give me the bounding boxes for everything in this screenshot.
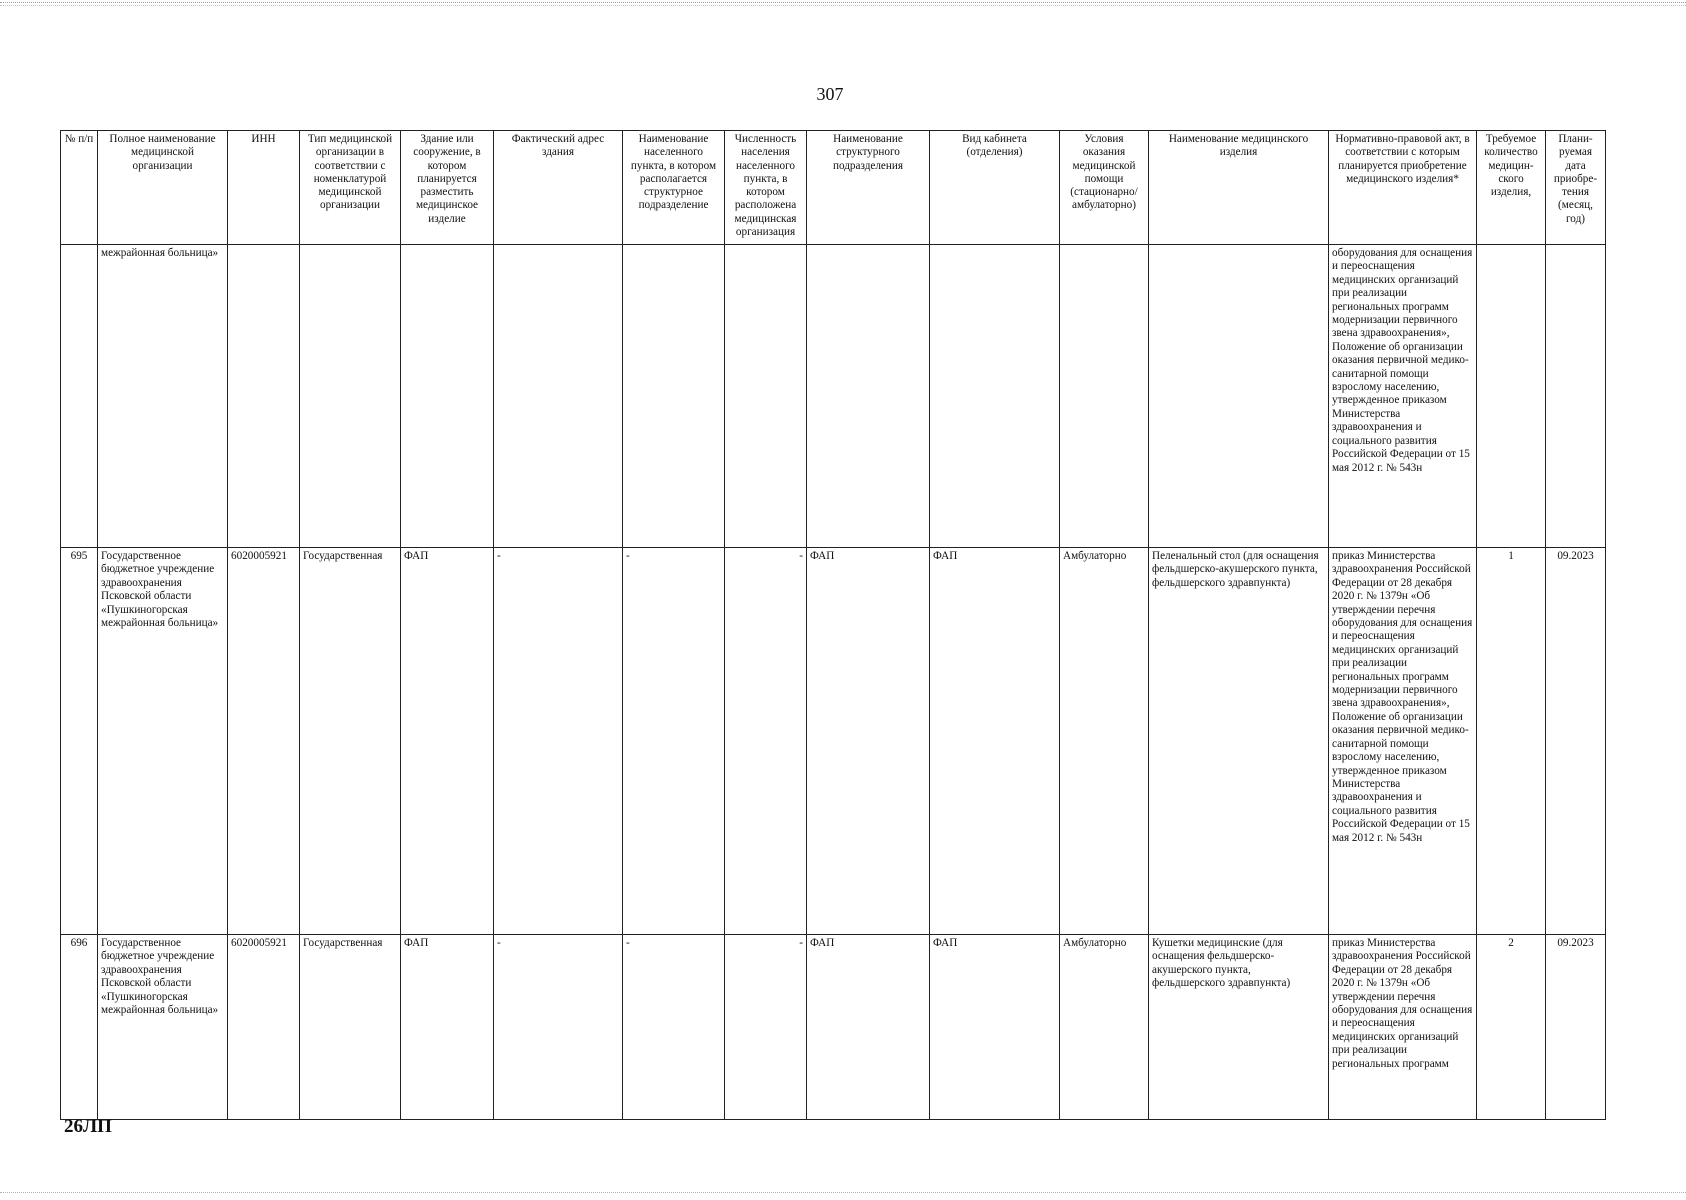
header-organization: Полное наименование медицинской организации: [98, 131, 228, 245]
cell-type: Государственная: [300, 548, 401, 935]
cell-num: 696: [61, 935, 98, 1120]
cell-quantity: 1: [1477, 548, 1546, 935]
cell-cabinet: ФАП: [930, 935, 1060, 1120]
cell-subdivision: ФАП: [807, 935, 930, 1120]
cell-cabinet: ФАП: [930, 548, 1060, 935]
scan-edge-top: [0, 2, 1686, 6]
cell-legal-act: приказ Министерства здравоохранения Российской Федерации от 28 декабря 2020 г. № 1379н «Об утверждении перечня оборудования для оснащения и переоснащения медицинских организаций при реализации региональных программ: [1332, 937, 1473, 1070]
header-num: № п/п: [61, 131, 98, 245]
header-quantity: Требуемое количество медицин-ского изделия,: [1477, 131, 1546, 245]
footer-stamp: 26ЛП: [64, 1116, 112, 1137]
cell-settlement: -: [623, 935, 725, 1120]
cell-organization: межрайонная больница»: [98, 245, 228, 548]
cell-num: 695: [61, 548, 98, 935]
cell-address: -: [494, 548, 623, 935]
cell-population: -: [725, 548, 807, 935]
header-cabinet: Вид кабинета (отделения): [930, 131, 1060, 245]
table-header-row: [61, 131, 1606, 245]
cell-device: Пеленальный стол (для оснащения фельдшерско-акушерского пункта, фельдшерского здравпункта): [1149, 548, 1329, 935]
cell-legal-act-wrapper: [1329, 935, 1477, 1120]
cell-inn: 6020005921: [228, 548, 300, 935]
cell-address: -: [494, 935, 623, 1120]
cell-population: -: [725, 935, 807, 1120]
cell-inn: 6020005921: [228, 935, 300, 1120]
table-row-continuation: [61, 245, 1606, 548]
cell-quantity: 2: [1477, 935, 1546, 1120]
equipment-table: [60, 130, 1606, 1120]
table-row: [61, 548, 1606, 935]
cell-device: Кушетки медицинские (для оснащения фельдшерско-акушерского пункта, фельдшерского здравпункта): [1149, 935, 1329, 1120]
table-row: [61, 935, 1606, 1120]
cell-date: 09.2023: [1546, 935, 1606, 1120]
cell-organization: Государственное бюджетное учреждение здравоохранения Псковской области «Пушкиногорская межрайонная больница»: [98, 548, 228, 935]
cell-date: 09.2023: [1546, 548, 1606, 935]
cell-conditions: Амбулаторно: [1060, 548, 1149, 935]
header-device: Наименование медицинского изделия: [1149, 131, 1329, 245]
page-number: 307: [816, 84, 844, 104]
cell-legal-act: оборудования для оснащения и переоснащения медицинских организаций при реализации региональных программ модернизации первичного звена здравоохранения», Положение об организации оказания первичной медико-санитарной помощи взрослому населению, утвержденное приказом Министерства здравоохранения и социального развития Российской Федерации от 15 мая 2012 г. № 543н: [1329, 245, 1477, 548]
cell-organization: Государственное бюджетное учреждение здравоохранения Псковской области «Пушкиногорская межрайонная больница»: [98, 935, 228, 1120]
cell-settlement: -: [623, 548, 725, 935]
header-settlement: Наименование населенного пункта, в котором располагается структурное подразделение: [623, 131, 725, 245]
cell-type: Государственная: [300, 935, 401, 1120]
header-subdivision: Наименование структурного подразделения: [807, 131, 930, 245]
cell-subdivision: ФАП: [807, 548, 930, 935]
cell-legal-act: приказ Министерства здравоохранения Российской Федерации от 28 декабря 2020 г. № 1379н «Об утверждении перечня оборудования для оснащения и переоснащения медицинских организаций при реализации региональных программ модернизации первичного звена здравоохранения», Положение об организации оказания первичной медико-санитарной помощи взрослому населению, утвержденное приказом Министерства здравоохранения и социального развития Российской Федерации от 15 мая 2012 г. № 543н: [1329, 548, 1477, 935]
header-inn: ИНН: [228, 131, 300, 245]
header-type: Тип медицинской организации в соответствии с номенклатурой медицинской организации: [300, 131, 401, 245]
header-population: Численность населения населенного пункта, в котором расположена медицинская организация: [725, 131, 807, 245]
scan-edge-bottom: [0, 1192, 1686, 1195]
cell-building: ФАП: [401, 548, 494, 935]
header-legal-act: Нормативно-правовой акт, в соответствии с которым планируется приобретение медицинского изделия*: [1329, 131, 1477, 245]
header-address: Фактический адрес здания: [494, 131, 623, 245]
header-building: Здание или сооружение, в котором планируется разместить медицинское изделие: [401, 131, 494, 245]
header-date: Плани-руемая дата приобре-тения (месяц, год): [1546, 131, 1606, 245]
header-conditions: Условия оказания медицинской помощи (стационарно/ амбулаторно): [1060, 131, 1149, 245]
cell-conditions: Амбулаторно: [1060, 935, 1149, 1120]
cell-building: ФАП: [401, 935, 494, 1120]
